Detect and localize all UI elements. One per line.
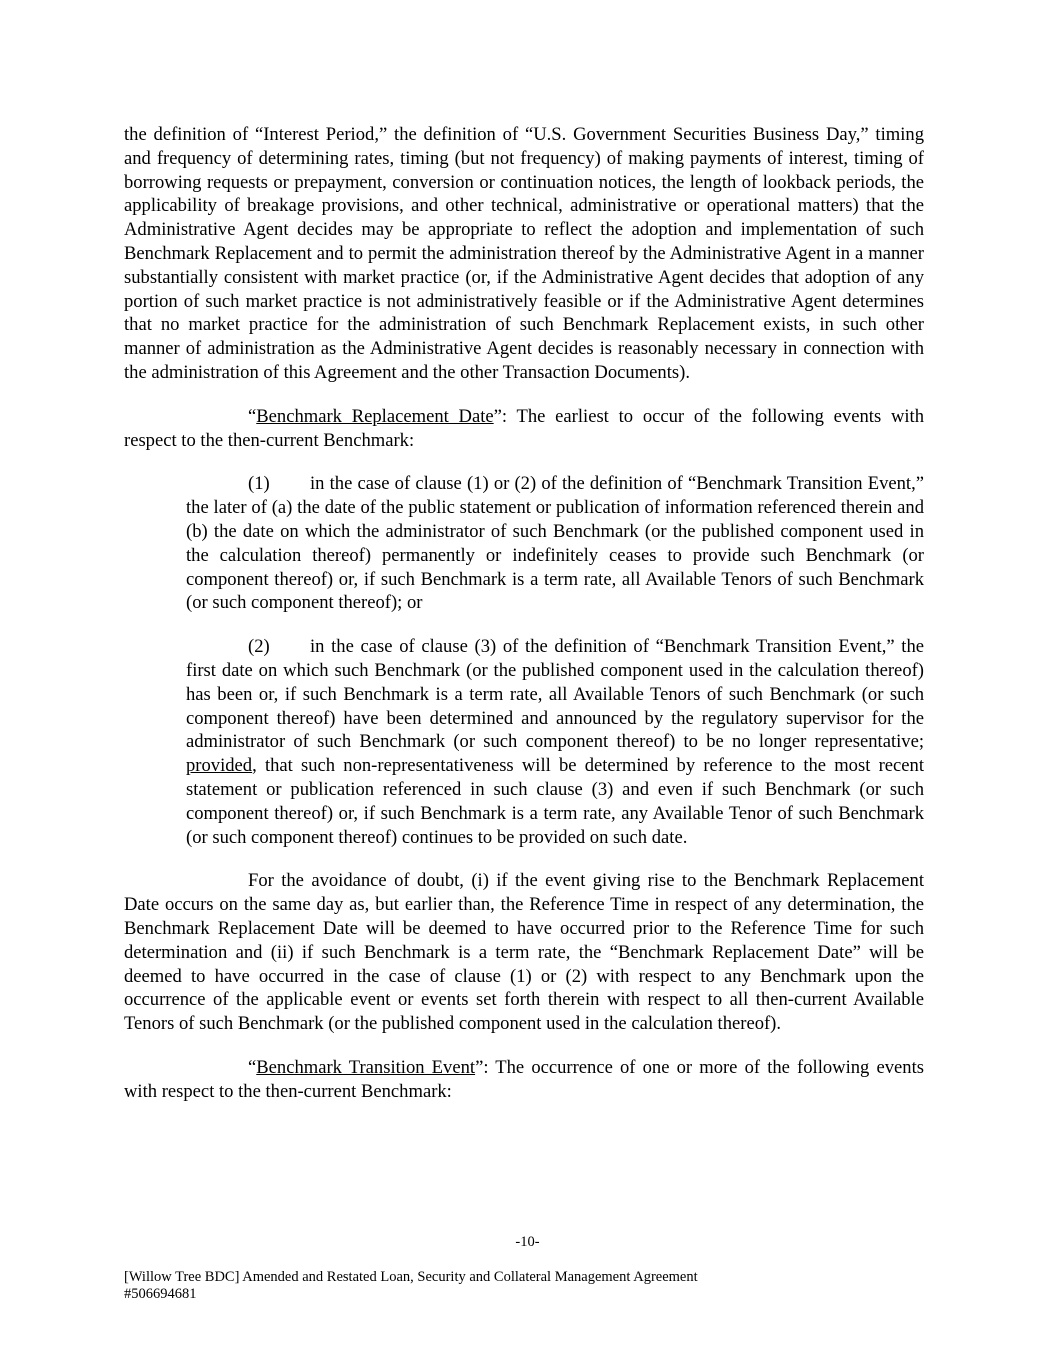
document-footer xyxy=(124,1269,698,1302)
definition-text: ”: The occurrence of one or more of the following events with respect to the then-current Benchmark: xyxy=(124,1056,924,1102)
open-quote: “ xyxy=(248,405,257,427)
page-number: -10- xyxy=(515,1234,540,1250)
clause-text-before: in the case of clause (3) of the definition of “Benchmark Transition Event,” the first date on which such Benchmark (or the published component used in the calculation thereof) has been or, if such Benchmark is a term rate, all Available Tenors of such Benchmark (or such component thereof) have been determined and announced by the regulatory supervisor for the administrator of such Benchmark (or such component thereof) to be no longer representative; xyxy=(186,636,924,753)
open-quote: “ xyxy=(248,1056,257,1078)
document-body xyxy=(124,123,924,1103)
clause-item-2 xyxy=(186,635,924,849)
defined-term-benchmark-replacement-date: Benchmark Replacement Date xyxy=(256,405,494,427)
benchmark-replacement-date-definition xyxy=(124,405,924,453)
defined-term-benchmark-transition-event: Benchmark Transition Event xyxy=(256,1056,476,1078)
clause-number: (2) xyxy=(248,636,270,658)
clause-text-after: , that such non-representativeness will be determined by reference to the most recent statement or publication referenced in such clause (3) and even if such Benchmark (or such component thereof) or, if such Benchmark is a term rate, any Available Tenor of such Benchmark (or such component thereof) continues to be provided on such date. xyxy=(186,755,924,848)
clause-item-1 xyxy=(186,472,924,615)
provided-term: provided xyxy=(186,755,253,777)
footer-doc-id: #506694681 xyxy=(124,1285,197,1302)
footer-title: [Willow Tree BDC] Amended and Restated Loan, Security and Collateral Management Agreement xyxy=(124,1269,698,1285)
definition-text: ”: The earliest to occur of the following events with respect to the then-current Benchmark: xyxy=(124,405,924,451)
avoidance-of-doubt-paragraph: For the avoidance of doubt, (i) if the event giving rise to the Benchmark Replacement Date occurs on the same day as, but earlier than, the Reference Time in respect of any determination, the Benchmark Replacement Date will be deemed to have occurred prior to the Reference Time for such determination and (ii) if such Benchmark is a term rate, the “Benchmark Replacement Date” will be deemed to have occurred in the case of clause (1) or (2) with respect to any Benchmark upon the occurrence of the applicable event or events set forth therein with respect to all then-current Available Tenors of such Benchmark (or the published component used in the calculation thereof). xyxy=(124,870,924,1035)
clause-number: (1) xyxy=(248,473,270,495)
continuation-paragraph: the definition of “Interest Period,” the definition of “U.S. Government Securities Business Day,” timing and frequency of determining rates, timing (but not frequency) of making payments of interest, timing of borrowing requests or prepayment, conversion or continuation notices, the length of lookback periods, the applicability of breakage provisions, and other technical, administrative or operational matters) that the Administrative Agent decides may be appropriate to reflect the adoption and implementation of such Benchmark Replacement and to permit the administration thereof by the Administrative Agent in a manner substantially consistent with market practice (or, if the Administrative Agent decides that adoption of any portion of such market practice is not administratively feasible or if the Administrative Agent determines that no market practice for the administration of such Benchmark Replacement exists, in such other manner of administration as the Administrative Agent decides is reasonably necessary in connection with the administration of this Agreement and the other Transaction Documents). xyxy=(124,124,924,383)
clause-text: in the case of clause (1) or (2) of the definition of “Benchmark Transition Event,” the later of (a) the date of the public statement or publication of information referenced therein and (b) the date on which the administrator of such Benchmark (or the published component used in the calculation thereof) permanently or indefinitely ceases to provide such Benchmark (or component thereof) or, if such Benchmark is a term rate, all Available Tenors of such Benchmark (or such component thereof); or xyxy=(186,473,924,614)
benchmark-transition-event-definition xyxy=(124,1056,924,1104)
